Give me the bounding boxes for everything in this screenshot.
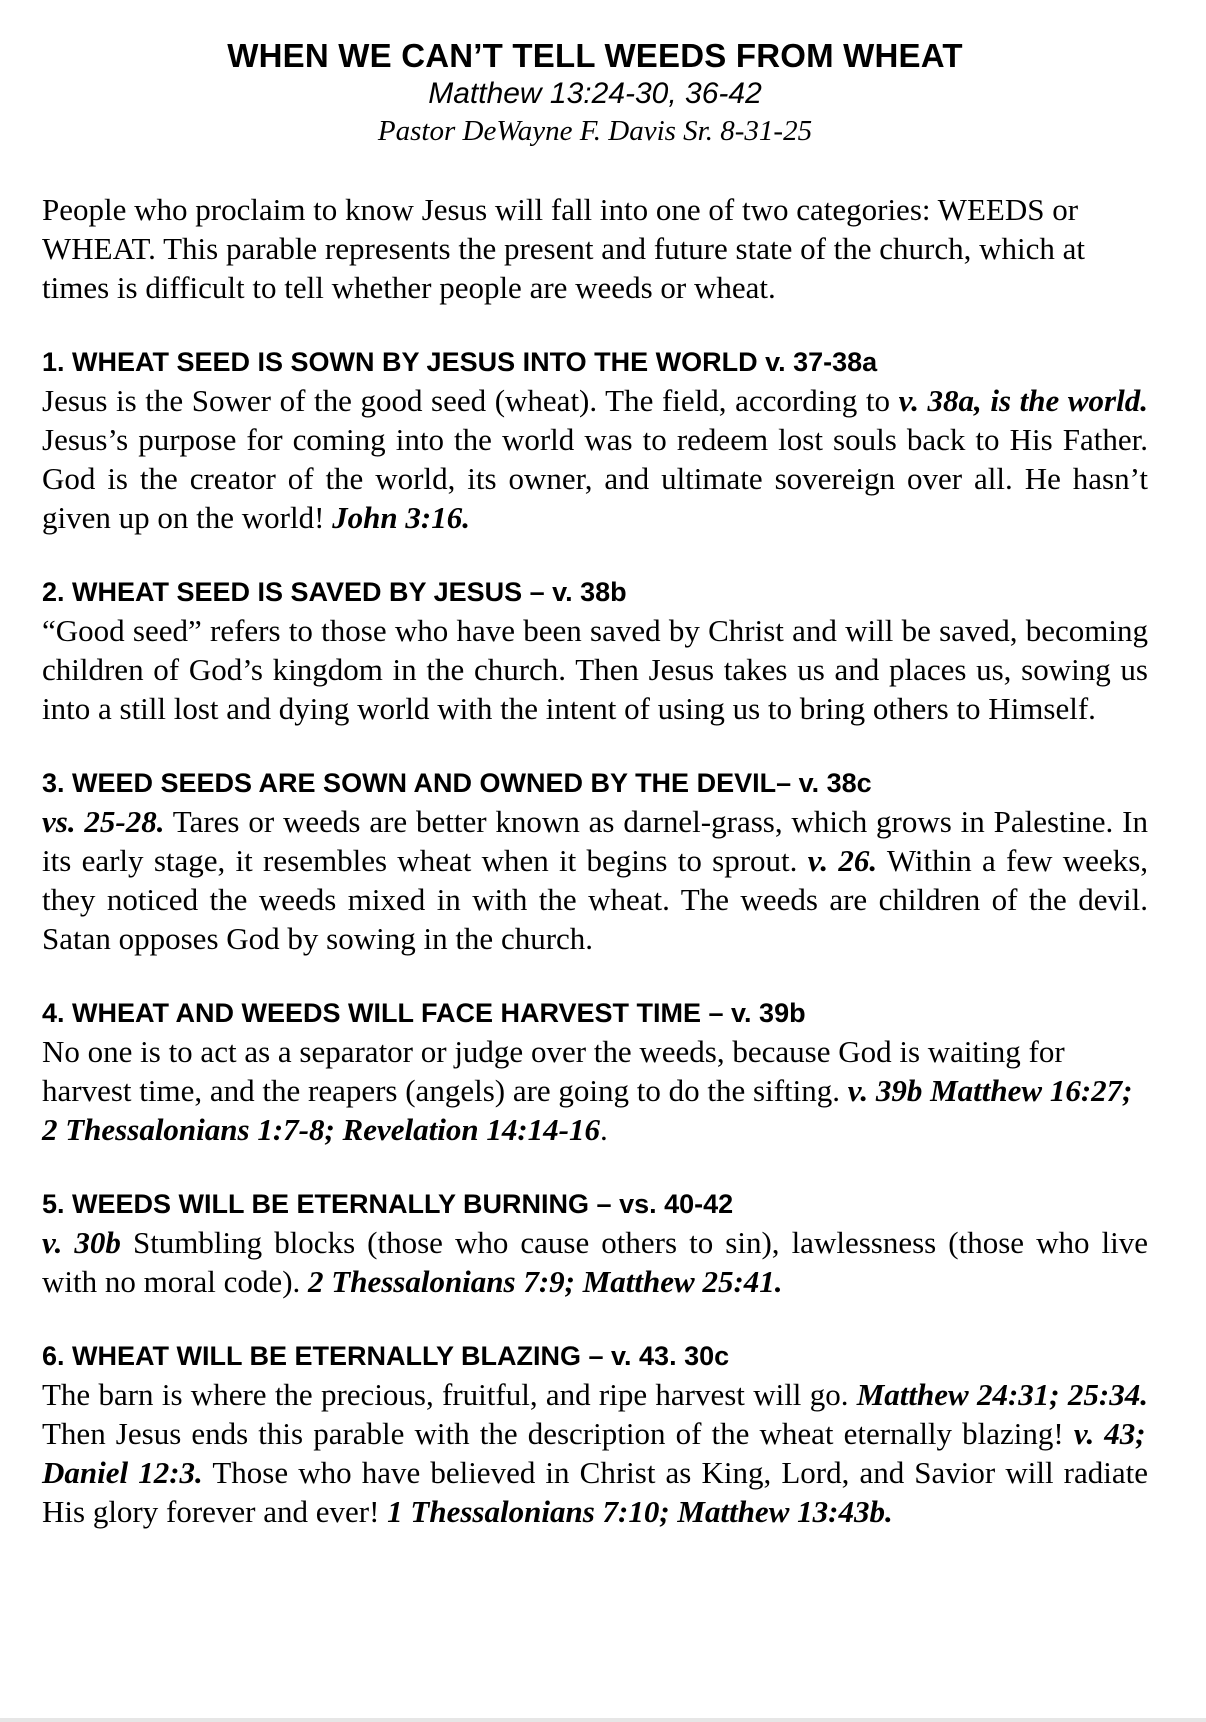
header xyxy=(42,36,1148,150)
section-body xyxy=(42,1223,1148,1301)
verse-reference: vs. 25-28. xyxy=(42,804,165,839)
pastor-byline: Pastor DeWayne F. Davis Sr. 8-31-25 xyxy=(377,115,813,147)
body-text: Then Jesus ends this parable with the description of the wheat eternally blazing! xyxy=(42,1416,1074,1451)
section-body xyxy=(42,611,1148,728)
verse-reference: v. 30b xyxy=(42,1225,121,1260)
body-text: Those who have believed in Christ as King, Lord, and Savior will radiate His glory forever and ever! xyxy=(42,1455,1149,1529)
section-body xyxy=(42,1375,1148,1531)
section-heading: 3. WEED SEEDS ARE SOWN AND OWNED BY THE DEVIL– v. 38c xyxy=(42,768,872,798)
section-1 xyxy=(42,343,1148,537)
verse-reference: 2 Thessalonians 7:9; Matthew 25:41. xyxy=(308,1264,783,1299)
intro-paragraph: People who proclaim to know Jesus will fall into one of two categories: WEEDS or WHEAT. This parable represents the present and future state of the church, which at times is difficult to tell whether people are weeds or wheat. xyxy=(42,192,1085,305)
section-6 xyxy=(42,1337,1148,1531)
scripture-reference: Matthew 13:24-30, 36-42 xyxy=(428,77,762,110)
page-bottom-edge xyxy=(0,1718,1206,1722)
body-text: . xyxy=(600,1112,608,1147)
verse-reference: Matthew 24:31; 25:34. xyxy=(856,1377,1148,1412)
section-3 xyxy=(42,764,1148,958)
section-heading: 2. WHEAT SEED IS SAVED BY JESUS – v. 38b xyxy=(42,577,627,607)
body-text: Jesus’s purpose for coming into the world was to redeem lost souls back to His Father. God is the creator of the world, its owner, and ultimate sovereign over all. He hasn’t given up on the world! xyxy=(42,422,1148,535)
section-heading: 5. WEEDS WILL BE ETERNALLY BURNING – vs. 40-42 xyxy=(42,1189,734,1219)
verse-reference: v. 38a, is the world. xyxy=(898,383,1148,418)
body-text: No one is to act as a separator or judge over the weeds, because God is waiting for harvest time, and the reapers (angels) are going to do the sifting. xyxy=(42,1034,1065,1108)
section-2 xyxy=(42,573,1148,728)
body-text: “Good seed” refers to those who have been saved by Christ and will be saved, becoming children of God’s kingdom in the church. Then Jesus takes us and places us, sowing us into a still lost and dying world with the intent of using us to bring others to Himself. xyxy=(42,613,1148,726)
section-body xyxy=(42,1032,1148,1149)
body-text: Within a few weeks, they noticed the weeds mixed in with the wheat. The weeds are children of the devil. Satan opposes God by sowing in the church. xyxy=(42,843,1149,956)
section-heading: 4. WHEAT AND WEEDS WILL FACE HARVEST TIME – v. 39b xyxy=(42,998,806,1028)
section-body xyxy=(42,381,1148,537)
section-4 xyxy=(42,994,1148,1149)
body-text: The barn is where the precious, fruitful, and ripe harvest will go. xyxy=(42,1377,857,1412)
verse-reference: John 3:16. xyxy=(332,500,470,535)
section-body xyxy=(42,802,1148,958)
body-text: Jesus is the Sower of the good seed (wheat). The field, according to xyxy=(42,383,899,418)
section-heading: 1. WHEAT SEED IS SOWN BY JESUS INTO THE WORLD v. 37-38a xyxy=(42,347,878,377)
body-text: Stumbling blocks (those who cause others to sin), lawlessness (those who live with no moral code). xyxy=(42,1225,1148,1299)
body-text: Tares or weeds are better known as darnel-grass, which grows in Palestine. In its early stage, it resembles wheat when it begins to sprout. xyxy=(42,804,1148,878)
verse-reference: v. 43; Daniel 12:3. xyxy=(42,1416,1146,1490)
section-heading: 6. WHEAT WILL BE ETERNALLY BLAZING – v. 43. 30c xyxy=(42,1341,730,1371)
section-5 xyxy=(42,1185,1148,1301)
verse-reference: v. 26. xyxy=(807,843,878,878)
page-title: WHEN WE CAN’T TELL WEEDS FROM WHEAT xyxy=(227,37,963,74)
verse-reference: 1 Thessalonians 7:10; Matthew 13:43b. xyxy=(387,1494,893,1529)
verse-reference: v. 39b Matthew 16:27; 2 Thessalonians 1:7-8; Revelation 14:14-16 xyxy=(42,1073,1133,1147)
